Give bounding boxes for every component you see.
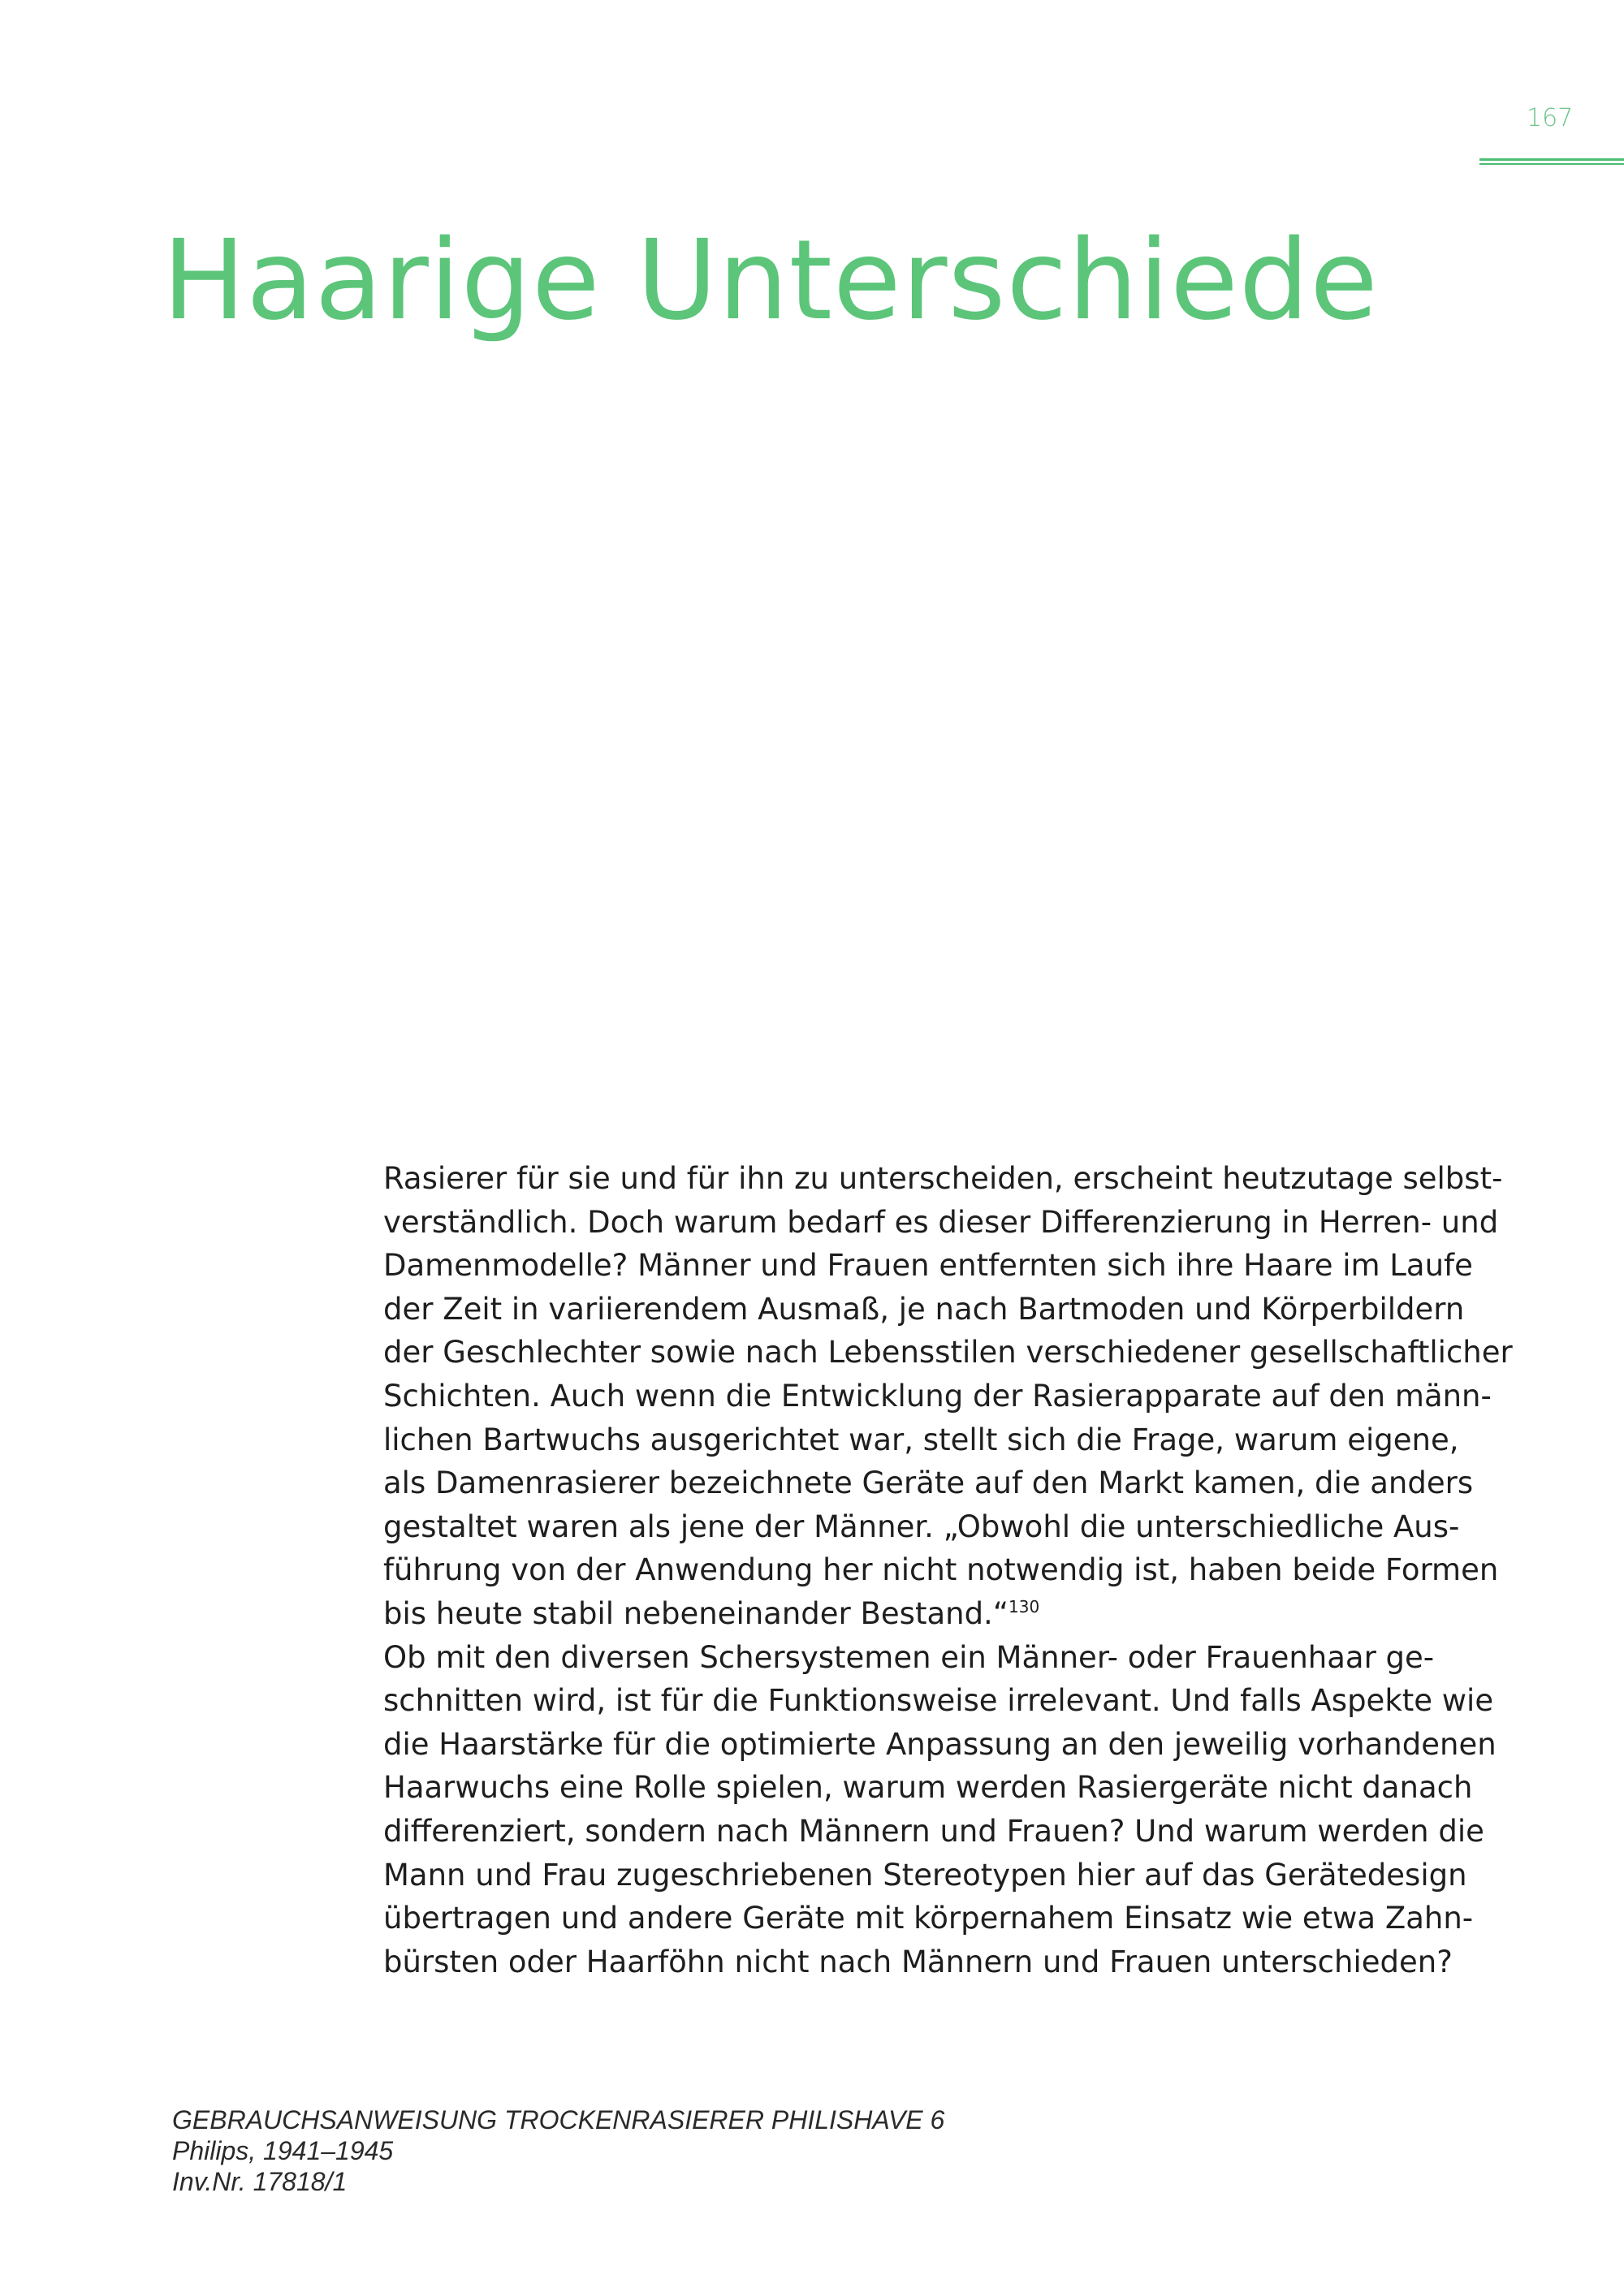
body-line: schnitten wird, ist für die Funktionsweise irrelevant. Und falls Aspekte wie xyxy=(383,1683,1494,1719)
body-line: Damenmodelle? Männer und Frauen entfernten sich ihre Haare im Laufe xyxy=(383,1248,1473,1284)
body-line: übertragen und andere Geräte mit körpernahem Einsatz wie etwa Zahn- xyxy=(383,1901,1474,1936)
body-line: führung von der Anwendung her nicht notwendig ist, haben beide Formen xyxy=(383,1552,1499,1588)
footnote-reference: 130 xyxy=(1009,1596,1040,1616)
body-line: Ob mit den diversen Schersystemen ein Männer- oder Frauenhaar ge- xyxy=(383,1639,1435,1675)
header-rule-bottom xyxy=(1479,163,1624,165)
body-line: die Haarstärke für die optimierte Anpassung an den jeweilig vorhandenen xyxy=(383,1726,1497,1762)
body-line: der Zeit in variierendem Ausmaß, je nach Bartmoden und Körperbildern xyxy=(383,1291,1465,1327)
body-line: Rasierer für sie und für ihn zu unterscheiden, erscheint heutzutage selbst- xyxy=(383,1161,1503,1196)
body-line: verständlich. Doch warum bedarf es dieser Differenzierung in Herren- und xyxy=(383,1204,1499,1240)
body-line: bis heute stabil nebeneinander Bestand.“ xyxy=(383,1595,1009,1631)
caption-title: GEBRAUCHSANWEISUNG TROCKENRASIERER PHILISHAVE 6 xyxy=(172,2105,945,2134)
body-line: Mann und Frau zugeschriebenen Stereotypen hier auf das Gerätedesign xyxy=(383,1857,1467,1893)
body-line: differenziert, sondern nach Männern und Frauen? Und warum werden die xyxy=(383,1813,1484,1849)
body-line: Haarwuchs eine Rolle spielen, warum werden Rasiergeräte nicht danach xyxy=(383,1770,1473,1806)
body-line: lichen Bartwuchs ausgerichtet war, stellt sich die Frage, warum eigene, xyxy=(383,1422,1459,1457)
image-caption xyxy=(172,2104,944,2197)
page-number: 167 xyxy=(1527,104,1574,132)
body-line-with-footnote xyxy=(383,1592,1463,1636)
body-line: gestaltet waren als jene der Männer. „Obwohl die unterschiedliche Aus- xyxy=(383,1509,1460,1544)
caption-inventory-number: Inv.Nr. 17818/1 xyxy=(172,2167,348,2196)
chapter-title: Haarige Unterschiede xyxy=(162,217,1379,345)
body-line: bürsten oder Haarföhn nicht nach Männern und Frauen unterschieden? xyxy=(383,1944,1453,1979)
body-text xyxy=(383,1157,1513,1983)
header-rule-top xyxy=(1479,158,1624,161)
caption-maker-date: Philips, 1941–1945 xyxy=(172,2136,394,2165)
body-line: Schichten. Auch wenn die Entwicklung der Rasierapparate auf den männ- xyxy=(383,1378,1492,1414)
body-line: als Damenrasierer bezeichnete Geräte auf den Markt kamen, die anders xyxy=(383,1465,1474,1501)
body-line: der Geschlechter sowie nach Lebensstilen verschiedener gesellschaftlicher xyxy=(383,1335,1513,1370)
